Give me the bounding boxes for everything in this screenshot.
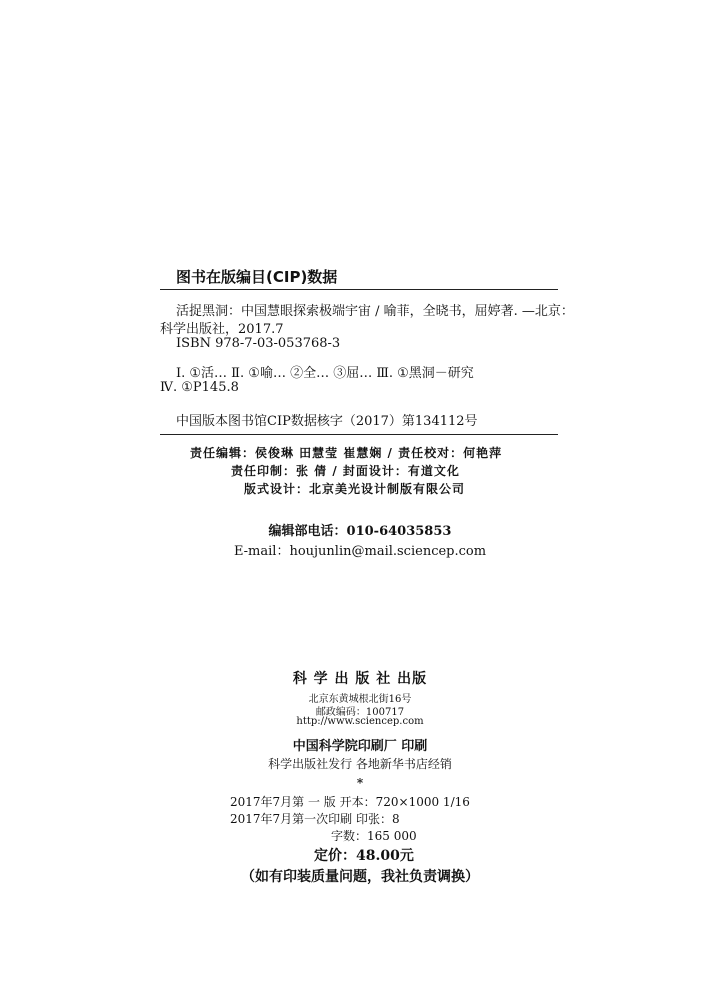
- printer: 中国科学院印刷厂 印刷: [292, 739, 428, 754]
- cip-record-number: 中国版本图书馆CIP数据核字（2017）第134112号: [176, 414, 478, 429]
- price: 定价：48.00元: [314, 848, 414, 864]
- separator-asterisk: *: [356, 776, 364, 790]
- cip-top-rule: [160, 289, 558, 290]
- publisher-postcode: 邮政编码：100717: [315, 707, 405, 718]
- credits-layout: 版式设计：北京美光设计制版有限公司: [244, 482, 466, 496]
- credits-editors: 责任编辑：侯俊琳 田慧莹 崔慧娴 / 责任校对：何艳萍: [190, 446, 503, 460]
- publisher-url: http://www.sciencep.com: [296, 716, 424, 727]
- distribution: 科学出版社发行 各地新华书店经销: [268, 757, 452, 771]
- quality-note: （如有印装质量问题，我社负责调换）: [241, 869, 479, 885]
- editorial-email: E-mail：houjunlin@mail.sciencep.com: [233, 544, 487, 559]
- spec-word-count: 字数：165 000: [331, 829, 417, 843]
- cip-description-line-1: 活捉黑洞：中国慧眼探索极端宇宙 / 喻菲，全晓书，屈婷著. —北京：: [176, 304, 574, 319]
- publisher-address: 北京东黄城根北街16号: [308, 694, 412, 705]
- cip-classification-line-1: Ⅰ. ①活… Ⅱ. ①喻… ②全… ③屈… Ⅲ. ①黑洞－研究: [176, 366, 474, 381]
- cip-title: 图书在版编目(CIP)数据: [176, 268, 338, 286]
- publisher-name: 科 学 出 版 社 出版: [292, 671, 428, 687]
- cip-classification-line-2: Ⅳ. ①P145.8: [160, 380, 239, 395]
- spec-edition: 2017年7月第 一 版 开本：720×1000 1/16: [230, 795, 470, 809]
- cip-description-line-2: 科学出版社，2017.7: [160, 322, 284, 337]
- editorial-phone: 编辑部电话：010-64035853: [268, 524, 452, 539]
- credits-printing-cover: 责任印制：张 倩 / 封面设计：有道文化: [231, 464, 460, 478]
- cip-bottom-rule: [160, 434, 558, 435]
- spec-printing: 2017年7月第一次印刷 印张：8: [230, 812, 400, 826]
- cip-isbn: ISBN 978-7-03-053768-3: [176, 336, 341, 351]
